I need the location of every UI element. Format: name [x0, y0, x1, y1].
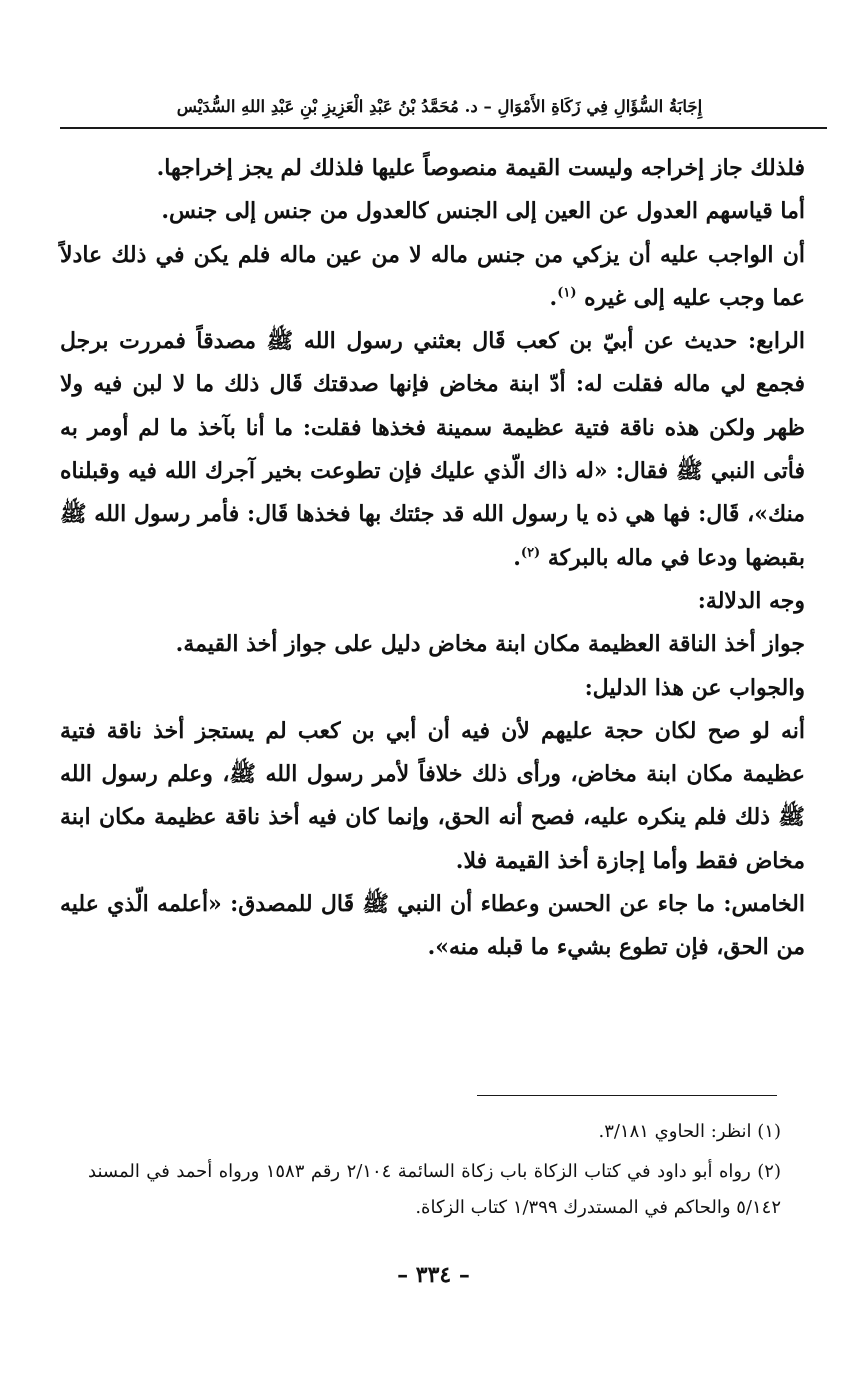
- paragraph-1: فلذلك جاز إخراجه وليست القيمة منصوصاً عليها فلذلك لم يجز إخراجها.: [156, 155, 805, 181]
- main-text: [60, 147, 805, 970]
- footnote-ref-2: (٢): [520, 545, 541, 561]
- paragraph-2: أما قياسهم العدول عن العين إلى الجنس كالعدول من جنس إلى جنس.: [161, 198, 805, 225]
- paragraph-9: الخامس: ما جاء عن الحسن وعطاء أن النبي ﷺ قَال للمصدق: «أعلمه الّذي عليه من الحق، فإن تطوع بشيء ما قبله منه».: [60, 891, 805, 961]
- running-header: إِجَابَةُ السُّؤَالِ فِي زَكَاةِ الأَمْوَالِ – د. مُحَمَّدُ بْنُ عَبْدِ الْعَزِيزِ بْنِ عَبْدِ اللهِ السُّدَيْس: [176, 97, 703, 116]
- paragraph-3: [60, 234, 805, 321]
- paragraph-6: جواز أخذ الناقة العظيمة مكان ابنة مخاض دليل على جواز أخذ القيمة.: [175, 631, 805, 658]
- paragraph-4-text: الرابع: حديث عن أبيّ بن كعب قَال بعثني رسول الله ﷺ مصدقاً فمررت برجل فجمع لي ماله فقلت له: أدّ ابنة مخاض فإنها صدقتك قَال ذلك ما لا لبن فيه ولا ظهر ولكن هذه ناقة فتية عظيمة سمينة فخذها فقلت: ما أنا بآخذ ما لم أومر به فأتى النبي ﷺ فقال: «له ذاك الّذي عليك فإن تطوعت بخير آجرك الله فيه وقبلناه منك»، قَال: فها هي ذه يا رسول الله قد جئتك بها فخذها قَال: فأمر رسول الله ﷺ بقبضها ودعا في ماله بالبركة: [60, 328, 805, 571]
- paragraph-3-text: أن الواجب عليه أن يزكي من جنس ماله لا من عين ماله فلم يكن في ذلك عادلاً عما وجب عليه إلى غيره: [60, 241, 805, 311]
- page-number: – ٣٣٤ –: [397, 1262, 470, 1288]
- paragraph-3-period: .: [549, 284, 558, 311]
- header-rule: [60, 127, 827, 129]
- paragraph-5: وجه الدلالة:: [697, 587, 805, 614]
- paragraph-4-period: .: [513, 544, 521, 571]
- footnote-1: (١) انظر: الحاوي ٣/١٨١.: [598, 1121, 781, 1142]
- footnote-2: (٢) رواه أبو داود في كتاب الزكاة باب زكاة السائمة ٢/١٠٤ رقم ١٥٨٣ ورواه أحمد في المسند ٥/١٤٢ والحاكم في المستدرك ١/٣٩٩ كتاب الزكاة.: [88, 1161, 781, 1218]
- paragraph-4: [60, 320, 805, 580]
- footnotes: [88, 1114, 781, 1230]
- paragraph-8: أنه لو صح لكان حجة عليهم لأن فيه أن أبي بن كعب لم يستجز أخذ ناقة فتية عظيمة مكان ابنة مخاض، ورأى ذلك خلافاً لأمر رسول الله ﷺ، وعلم رسول الله ﷺ ذلك فلم ينكره عليه، فصح أنه الحق، وإنما كان فيه أخذ ناقة عظيمة مكان ابنة مخاض فقط وأما إجازة أخذ القيمة فلا.: [60, 717, 805, 874]
- footnote-rule: [477, 1095, 777, 1096]
- paragraph-7: والجواب عن هذا الدليل:: [584, 674, 805, 701]
- footnote-ref-1: (١): [557, 285, 577, 301]
